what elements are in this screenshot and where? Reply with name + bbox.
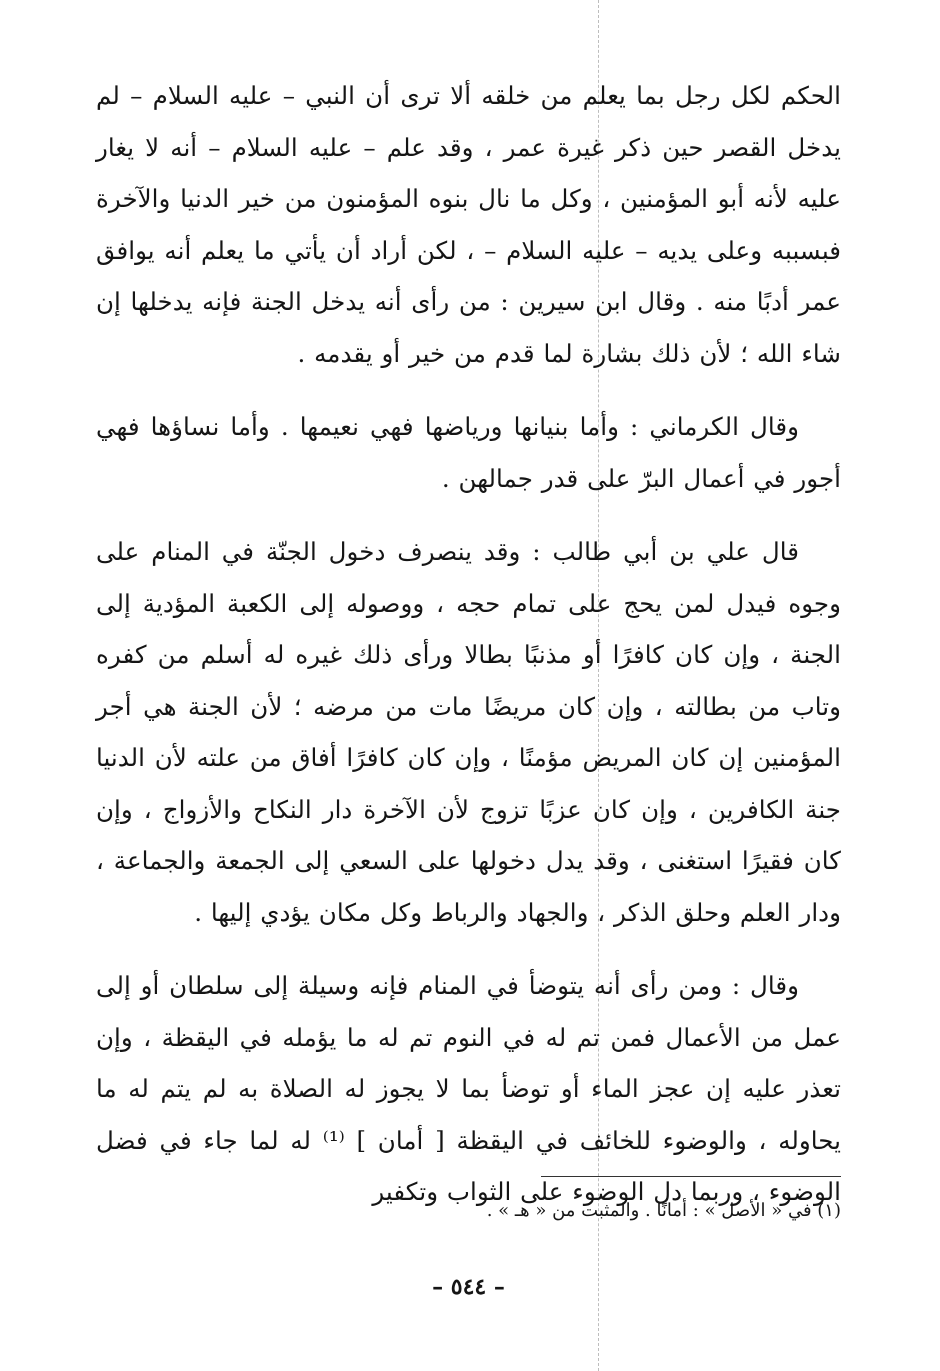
page-number: – ٥٤٤ – xyxy=(432,1274,505,1300)
paragraph-1: الحكم لكل رجل بما يعلم من خلقه ألا ترى أن النبي – عليه السلام – لم يدخل القصر حين ذكر غيرة عمر ، وقد علم – عليه السلام – أنه لا يغار عليه لأنه أبو المؤمنين ، وكل ما نال بنوه المؤمنون من خير الدنيا والآخرة فبسببه وعلى يديه – عليه السلام – ، لكن أراد أن يأتي ما يعلم أنه يوافق عمر أدبًا منه . وقال ابن سيرين : من رأى أنه يدخل الجنة فإنه يدخلها إن شاء الله ؛ لأن ذلك بشارة لما قدم من خير أو يقدمه . xyxy=(96,81,841,368)
paragraph-2: وقال الكرماني : وأما بنيانها ورياضها فهي نعيمها . وأما نساؤها فهي أجور في أعمال البرّ على قدر جمالهن . xyxy=(96,412,841,493)
paragraph-3: قال علي بن أبي طالب : وقد ينصرف دخول الجنّة في المنام على وجوه فيدل لمن يحج على تمام حجه ، ووصوله إلى الكعبة المؤدية إلى الجنة ، وإن كان كافرًا أو مذنبًا بطالا ورأى ذلك غيره له أسلم من كفره وتاب من بطالته ، وإن كان مريضًا مات من مرضه ؛ لأن الجنة هي أجر المؤمنين إن كان المريض مؤمنًا ، وإن كان كافرًا أفاق من علته لأن الدنيا جنة الكافرين ، وإن كان عزبًا تزوج لأن الآخرة دار النكاح والأزواج ، وإن كان فقيرًا استغنى ، وقد يدل دخولها على السعي إلى الجمعة والجماعة ، ودار العلم وحلق الذكر ، والجهاد والرباط وكل مكان يؤدي إليها . xyxy=(96,537,841,927)
footnote: (١) في « الأصل » : أمانًا . والمثبت من « هـ » . xyxy=(486,1200,841,1221)
paragraph-4: وقال : ومن رأى أنه يتوضأ في المنام فإنه وسيلة إلى سلطان أو إلى عمل من الأعمال فمن تم له في النوم تم له ما يؤمله في اليقظة ، وإن تعذر عليه إن عجز الماء أو توضأ بما لا يجوز له الصلاة به لم يتم له ما يحاوله ، والوضوء للخائف في اليقظة [ أمان ] ⁽¹⁾ له لما جاء في فضل الوضوء ، وربما دل الوضوء على الثواب وتكفير xyxy=(96,971,841,1206)
footnote-separator xyxy=(541,1176,841,1177)
book-page xyxy=(96,70,841,1300)
